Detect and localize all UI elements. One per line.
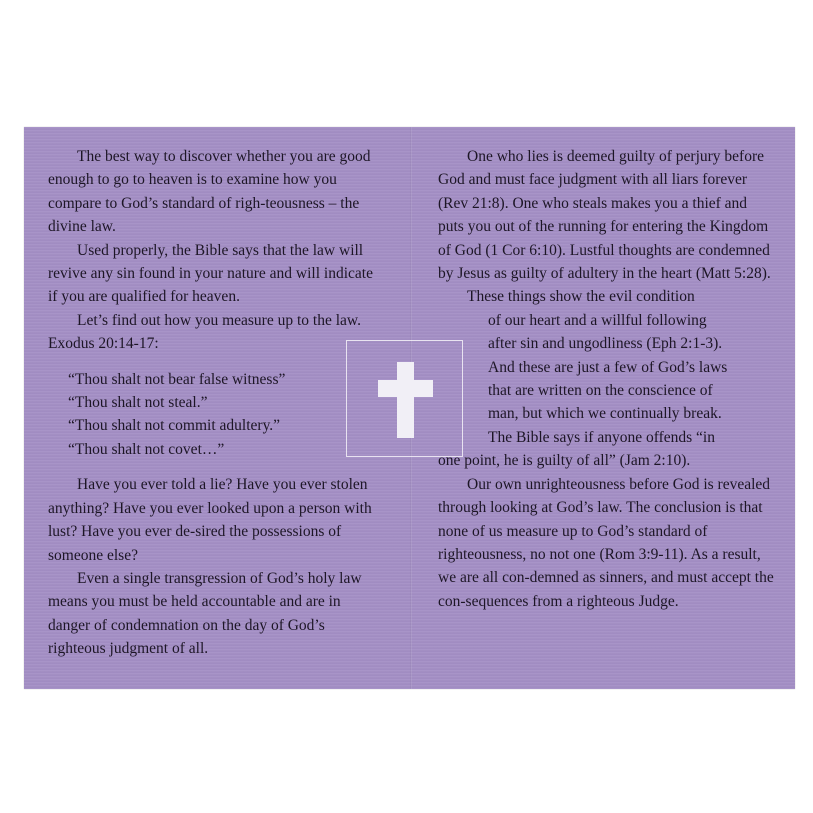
commandments-list	[68, 368, 382, 462]
paragraph-measure: Let’s find out how you measure up to the law. Exodus 20:14-17:	[48, 311, 361, 353]
paragraph-condition-first-line: These things show the evil condition	[467, 288, 695, 306]
commandment-quote: “Thou shalt not commit adultery.”	[68, 417, 281, 435]
left-page	[48, 145, 382, 661]
commandment-quote: “Thou shalt not covet…”	[68, 440, 225, 458]
cross-horizontal-bar	[378, 380, 433, 397]
paragraph-condition-last-line: one point, he is guilty of all” (Jam 2:10).	[438, 452, 691, 470]
wrapped-line: The Bible says if anyone offends “in	[488, 428, 715, 446]
wrapped-line: that are written on the conscience of	[488, 382, 713, 400]
wrapped-line: And these are just a few of God’s laws	[488, 358, 728, 376]
cross-vertical-bar	[397, 362, 414, 438]
cross-frame	[346, 340, 463, 457]
wrapped-line: man, but which we continually break.	[488, 405, 722, 423]
wrapped-line: after sin and ungodliness (Eph 2:1-3).	[488, 335, 723, 353]
paragraph-law: Used properly, the Bible says that the law will revive any sin found in your nature and will indicate if you are qualified for heaven.	[48, 241, 373, 306]
paragraph-transgression: Even a single transgression of God’s holy law means you must be held accountable and are in danger of condemnation on the day of God’s righteous judgment of all.	[48, 569, 362, 658]
wrapped-line: of our heart and a willful following	[488, 311, 707, 329]
commandment-quote: “Thou shalt not bear false witness”	[68, 370, 286, 388]
paragraph-judgment: One who lies is deemed guilty of perjury before God and must face judgment with all liars forever (Rev 21:8). One who steals makes you a thief and puts you out of the running for entering the Kingdom of God (1 Cor 6:10). Lustful thoughts are condemned by Jesus as guilty of adultery in the heart (Matt 5:28).	[438, 148, 771, 283]
right-page	[438, 145, 776, 613]
commandment-quote: “Thou shalt not steal.”	[68, 394, 208, 412]
paragraph-unrighteousness: Our own unrighteousness before God is revealed through looking at God’s law. The conclusion is that none of us measure up to God’s standard of righteousness, no not one (Rom 3:9-11). As a result, we are all con-demned as sinners, and must accept the con-sequences from a righteous Judge.	[438, 475, 774, 610]
paragraph-questions: Have you ever told a lie? Have you ever stolen anything? Have you ever looked upon a person with lust? Have you ever de-sired the possessions of someone else?	[48, 476, 372, 564]
paragraph-standard: The best way to discover whether you are good enough to go to heaven is to examine how you compare to God’s standard of righ-teousness – the divine law.	[48, 148, 371, 236]
tract-spread	[24, 127, 795, 689]
